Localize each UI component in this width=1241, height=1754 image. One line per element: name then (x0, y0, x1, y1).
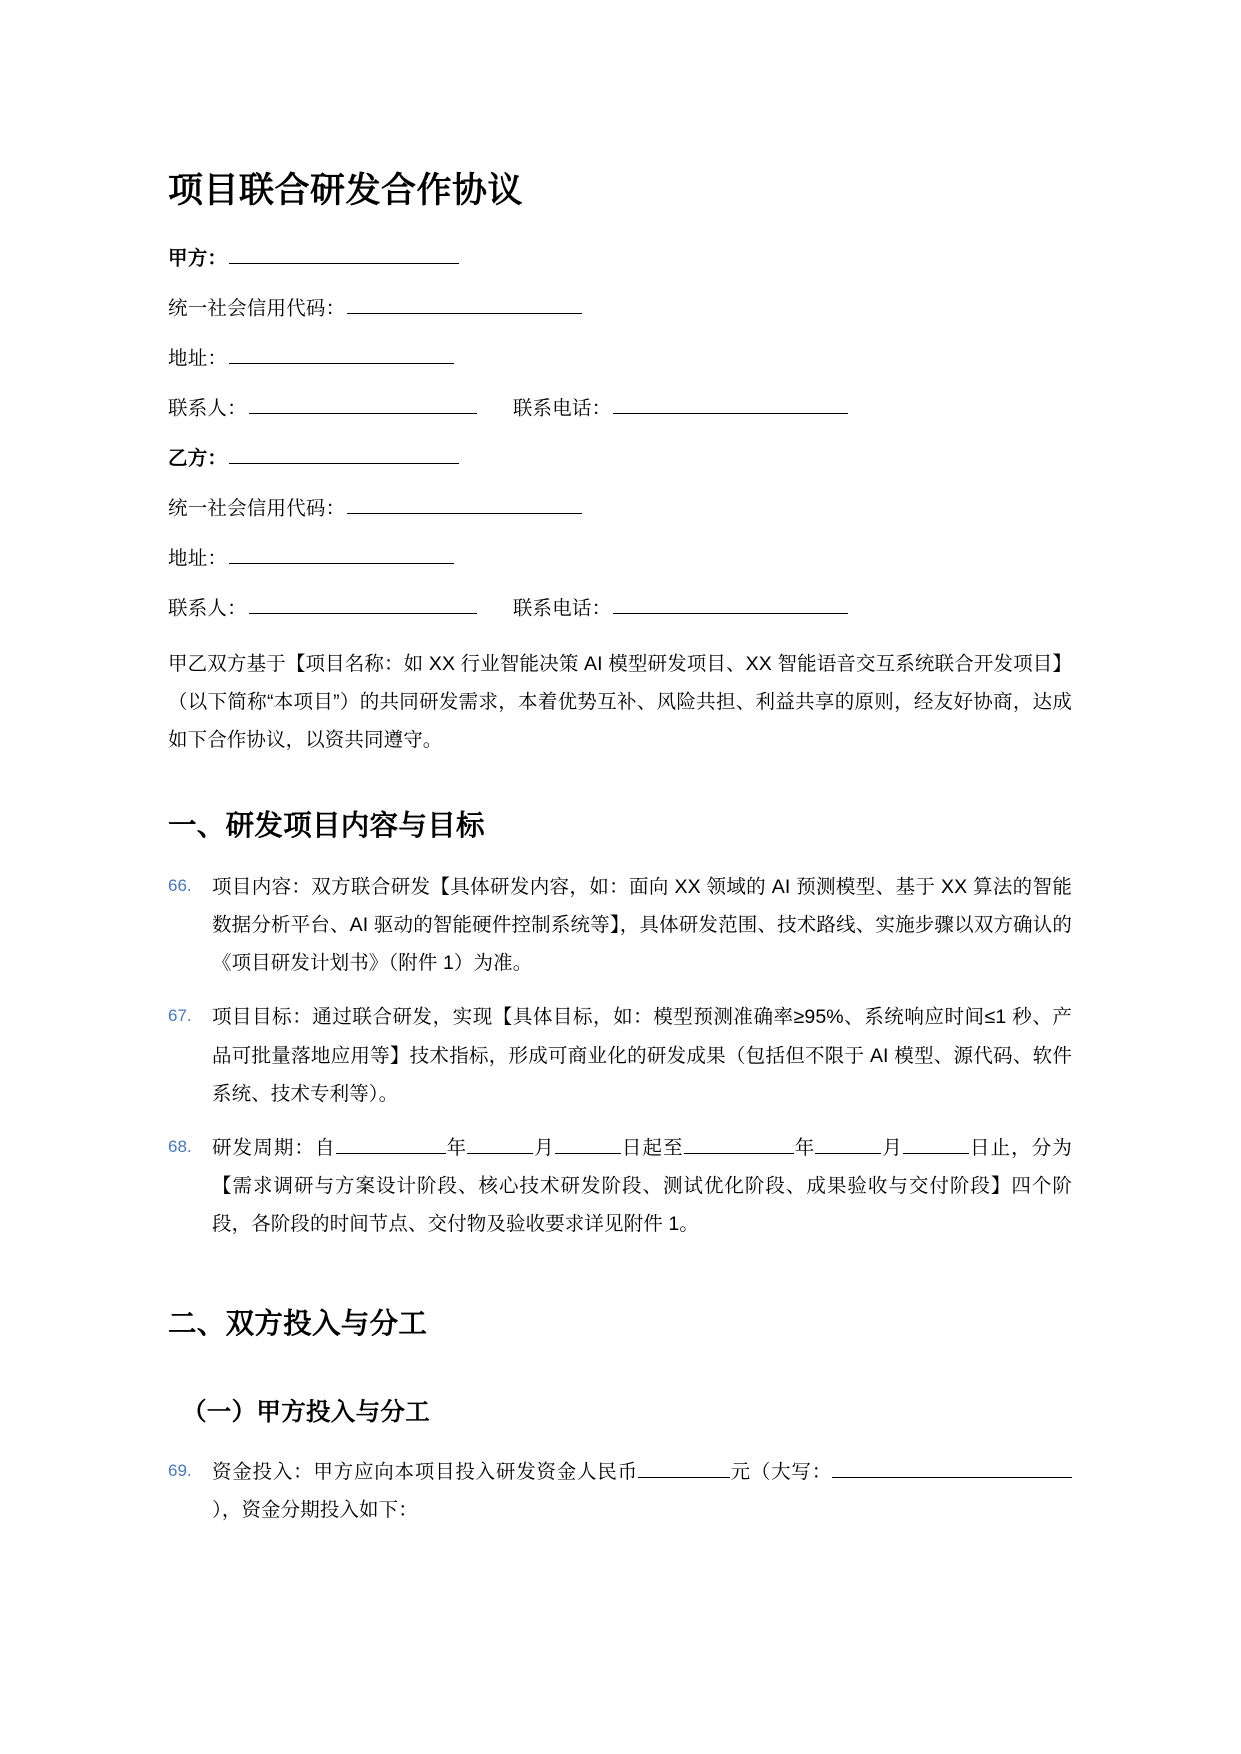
party-a-name-row (168, 244, 1072, 269)
list-text-67: 项目目标：通过联合研发，实现【具体目标，如：模型预测准确率≥95%、系统响应时间≤1 秒、产品可批量落地应用等】技术指标，形成可商业化的研发成果（包括但不限于 AI 模型、源代码、软件系统、技术专利等）。 (212, 1006, 1072, 1105)
list-text-66: 项目内容：双方联合研发【具体研发内容，如：面向 XX 领域的 AI 预测模型、基于 XX 算法的智能数据分析平台、AI 驱动的智能硬件控制系统等】，具体研发范围、技术路线、实施步骤以双方确认的《项目研发计划书》（附件 1）为准。 (212, 876, 1072, 975)
party-a-address-blank[interactable] (229, 344, 454, 365)
start-year-unit: 年 (445, 1136, 468, 1159)
party-a-address-row (168, 344, 1072, 369)
party-b-address-row (168, 544, 1072, 569)
start-day-unit: 日起至 (620, 1136, 684, 1159)
party-b-credit-code-blank[interactable] (347, 494, 582, 515)
end-month-unit: 月 (881, 1136, 903, 1159)
preamble-paragraph: 甲乙双方基于【项目名称：如 XX 行业智能决策 AI 模型研发项目、XX 智能语音交互系统联合开发项目】（以下简称“本项目”）的共同研发需求，本着优势互补、风险共担、利益共享的原则，经友好协商，达成如下合作协议，以资共同遵守。 (168, 652, 1073, 751)
list-text-68 (212, 1129, 1072, 1243)
funding-prefix: 资金投入：甲方应向本项目投入研发资金人民币 (212, 1460, 638, 1483)
party-b-credit-code-row (168, 494, 1072, 519)
party-a-phone-label: 联系电话： (512, 397, 612, 419)
funding-suffix: ），资金分期投入如下： (212, 1498, 418, 1521)
funding-mid: 元（大写： (729, 1460, 832, 1483)
list-number-69: 69. (168, 1460, 192, 1480)
list-number-66: 66. (168, 876, 192, 896)
section-heading-1: 一、研发项目内容与目标 (168, 809, 485, 842)
party-a-name-blank[interactable] (229, 244, 459, 265)
start-month-unit: 月 (533, 1136, 555, 1159)
party-b-address-blank[interactable] (229, 544, 454, 565)
research-period-suffix: 日止，分为【需求调研与方案设计阶段、核心技术研发阶段、测试优化阶段、成果验收与交付阶段】四个阶段，各阶段的时间节点、交付物及验收要求详见附件 1。 (212, 1136, 1072, 1235)
party-a-contact-label: 联系人： (168, 397, 247, 419)
party-b-address-label: 地址： (168, 547, 228, 569)
end-year-unit: 年 (793, 1136, 816, 1159)
list-item-66 (168, 868, 1072, 982)
party-b-contact-label: 联系人： (168, 597, 247, 619)
end-month-blank[interactable] (815, 1133, 881, 1154)
party-a-credit-code-row (168, 294, 1072, 319)
start-month-blank[interactable] (467, 1133, 533, 1154)
party-a-credit-code-label: 统一社会信用代码： (168, 297, 346, 319)
funding-amount-words-blank[interactable] (832, 1457, 1072, 1478)
party-b-name-blank[interactable] (229, 444, 459, 465)
party-a-contact-blank[interactable] (249, 394, 477, 415)
list-text-69 (212, 1453, 1072, 1529)
party-b-phone-label: 联系电话： (512, 597, 612, 619)
list-number-67: 67. (168, 1006, 192, 1026)
start-year-blank[interactable] (336, 1133, 446, 1154)
section-heading-2: 二、双方投入与分工 (168, 1307, 428, 1340)
start-day-blank[interactable] (555, 1133, 621, 1154)
funding-amount-blank[interactable] (638, 1457, 730, 1478)
research-period-prefix: 研发周期：自 (212, 1136, 336, 1159)
list-item-69 (168, 1453, 1072, 1529)
subsection-heading-2-1: （一）甲方投入与分工 (182, 1399, 430, 1427)
party-b-name-row (168, 444, 1072, 469)
party-b-name-label: 乙方： (168, 447, 228, 469)
end-day-blank[interactable] (903, 1133, 969, 1154)
list-number-68: 68. (168, 1136, 192, 1156)
party-a-contact-row (168, 394, 1072, 419)
party-b-contact-row (168, 594, 1072, 619)
party-b-phone-blank[interactable] (613, 594, 848, 615)
list-item-67 (168, 998, 1072, 1112)
party-a-address-label: 地址： (168, 347, 228, 369)
end-year-blank[interactable] (684, 1133, 794, 1154)
party-a-credit-code-blank[interactable] (347, 294, 582, 315)
page-title: 项目联合研发合作协议 (168, 171, 524, 210)
list-item-68 (168, 1129, 1072, 1243)
party-b-credit-code-label: 统一社会信用代码： (168, 497, 346, 519)
party-a-name-label: 甲方： (168, 247, 228, 269)
party-a-phone-blank[interactable] (613, 394, 848, 415)
party-b-contact-blank[interactable] (249, 594, 477, 615)
